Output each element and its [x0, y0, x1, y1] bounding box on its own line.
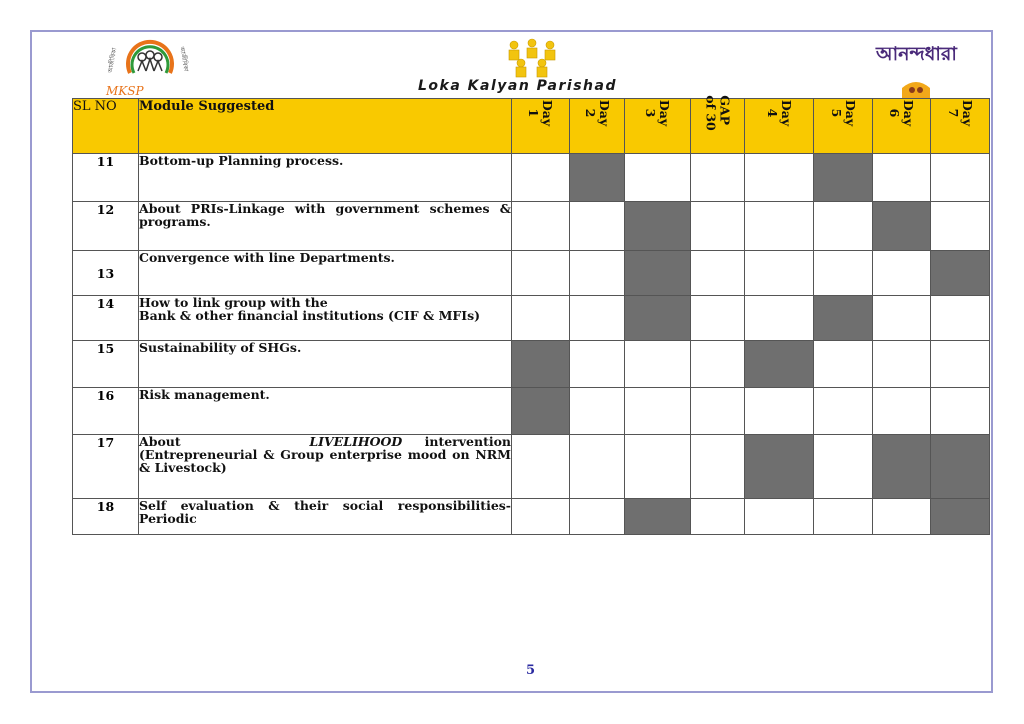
gap-cell	[691, 296, 745, 341]
day-cell	[931, 435, 990, 499]
day-cell	[814, 435, 873, 499]
day-cell	[814, 251, 873, 296]
module-text: Risk management.	[139, 388, 512, 435]
module-text-suffix: intervention (Entrepreneurial & Group enterprise mood on NRM & Livestock)	[139, 434, 512, 475]
day-cell	[931, 388, 990, 435]
day-cell	[931, 251, 990, 296]
day-7-header	[931, 99, 990, 154]
gap-cell	[691, 341, 745, 388]
day-cell	[625, 202, 691, 251]
sl-number: 13	[73, 251, 139, 296]
day-1-header	[512, 99, 570, 154]
day-cell	[931, 499, 990, 535]
gap-cell	[691, 435, 745, 499]
svg-text:আজীবিকা: আজীবিকা	[107, 47, 119, 74]
day-2-header	[570, 99, 625, 154]
module-text-line-2: Bank & other financial institutions (CIF & MFIs)	[139, 308, 481, 323]
day-cell	[814, 388, 873, 435]
day-cell	[873, 499, 931, 535]
table-row	[73, 341, 990, 388]
day-cell	[931, 154, 990, 202]
table-row	[73, 499, 990, 535]
day-4-header	[745, 99, 814, 154]
day-cell	[512, 251, 570, 296]
day-cell	[745, 388, 814, 435]
day-cell	[625, 499, 691, 535]
day-cell	[745, 499, 814, 535]
table-row	[73, 435, 990, 499]
gap-cell	[691, 154, 745, 202]
day-cell	[873, 341, 931, 388]
sl-number: 15	[73, 341, 139, 388]
day-cell	[814, 499, 873, 535]
day-5-header	[814, 99, 873, 154]
sl-number: 16	[73, 388, 139, 435]
day-cell	[512, 499, 570, 535]
day-cell	[931, 202, 990, 251]
sl-number: 11	[73, 154, 139, 202]
day-cell	[745, 435, 814, 499]
day-cell	[625, 341, 691, 388]
mksp-logo	[100, 33, 192, 97]
day-cell	[512, 435, 570, 499]
svg-text:MKSP: MKSP	[106, 84, 144, 97]
page-number: 5	[526, 663, 536, 678]
day-cell	[873, 202, 931, 251]
day-4-label: Day 4	[764, 99, 794, 127]
day-cell	[570, 341, 625, 388]
day-3-header	[625, 99, 691, 154]
day-cell	[625, 435, 691, 499]
module-text: Convergence with line Departments.	[139, 251, 512, 296]
day-5-label: Day 5	[828, 99, 858, 127]
module-text: Sustainability of SHGs.	[139, 341, 512, 388]
sl-number: 14	[73, 296, 139, 341]
gap-cell	[691, 251, 745, 296]
table-row	[73, 251, 990, 296]
loka-kalyan-logo	[505, 38, 560, 80]
day-cell	[512, 296, 570, 341]
table-row	[73, 154, 990, 202]
gap-label: GAP of 30	[703, 95, 733, 131]
module-text-line-1: How to link group with the	[139, 295, 328, 310]
gap-header	[691, 95, 745, 154]
module-text-prefix: About	[139, 434, 181, 449]
sl-no-header: SL NO	[73, 99, 139, 154]
day-cell	[931, 341, 990, 388]
day-cell	[570, 435, 625, 499]
day-3-label: Day 3	[643, 99, 673, 127]
day-cell	[814, 296, 873, 341]
table-row	[73, 388, 990, 435]
day-cell	[931, 296, 990, 341]
day-cell	[512, 154, 570, 202]
day-1-label: Day 1	[526, 99, 556, 127]
sl-number: 18	[73, 499, 139, 535]
day-cell	[745, 154, 814, 202]
day-cell	[625, 251, 691, 296]
module-text: About PRIs-Linkage with government schemes & programs.	[139, 202, 512, 251]
day-cell	[570, 296, 625, 341]
day-cell	[512, 388, 570, 435]
sl-number: 12	[73, 202, 139, 251]
day-cell	[873, 296, 931, 341]
day-cell	[745, 341, 814, 388]
module-text	[139, 435, 512, 499]
day-cell	[873, 388, 931, 435]
day-cell	[873, 251, 931, 296]
day-cell	[625, 154, 691, 202]
day-cell	[814, 154, 873, 202]
module-text-emphasis: LIVELIHOOD	[309, 434, 403, 449]
sl-number: 17	[73, 435, 139, 499]
svg-text:আজীবিকা: আজীবিকা	[178, 46, 190, 73]
day-6-label: Day 6	[887, 99, 917, 127]
day-cell	[570, 499, 625, 535]
day-cell	[570, 154, 625, 202]
table-header-row	[73, 99, 990, 154]
module-text: Self evaluation & their social responsibilities-Periodic	[139, 499, 512, 535]
day-cell	[570, 202, 625, 251]
module-text	[139, 296, 512, 341]
day-7-label: Day 7	[945, 99, 975, 127]
day-cell	[745, 296, 814, 341]
day-cell	[745, 202, 814, 251]
org-name: Loka Kalyan Parishad	[418, 78, 617, 94]
day-cell	[814, 202, 873, 251]
training-schedule-table	[72, 95, 990, 535]
table-row	[73, 296, 990, 341]
day-cell	[873, 154, 931, 202]
gap-cell	[691, 499, 745, 535]
gap-cell	[691, 202, 745, 251]
day-2-label: Day 2	[582, 99, 612, 127]
day-cell	[512, 341, 570, 388]
day-6-header	[873, 99, 931, 154]
module-text: Bottom-up Planning process.	[139, 154, 512, 202]
day-cell	[570, 388, 625, 435]
module-header: Module Suggested	[139, 99, 512, 154]
day-cell	[625, 388, 691, 435]
day-cell	[625, 296, 691, 341]
table-row	[73, 202, 990, 251]
day-cell	[873, 435, 931, 499]
day-cell	[570, 251, 625, 296]
day-cell	[745, 251, 814, 296]
anandadhara-text: আনন্দধারা	[876, 43, 957, 65]
gap-cell	[691, 388, 745, 435]
day-cell	[512, 202, 570, 251]
day-cell	[814, 341, 873, 388]
anandadhara-logo	[866, 36, 968, 98]
